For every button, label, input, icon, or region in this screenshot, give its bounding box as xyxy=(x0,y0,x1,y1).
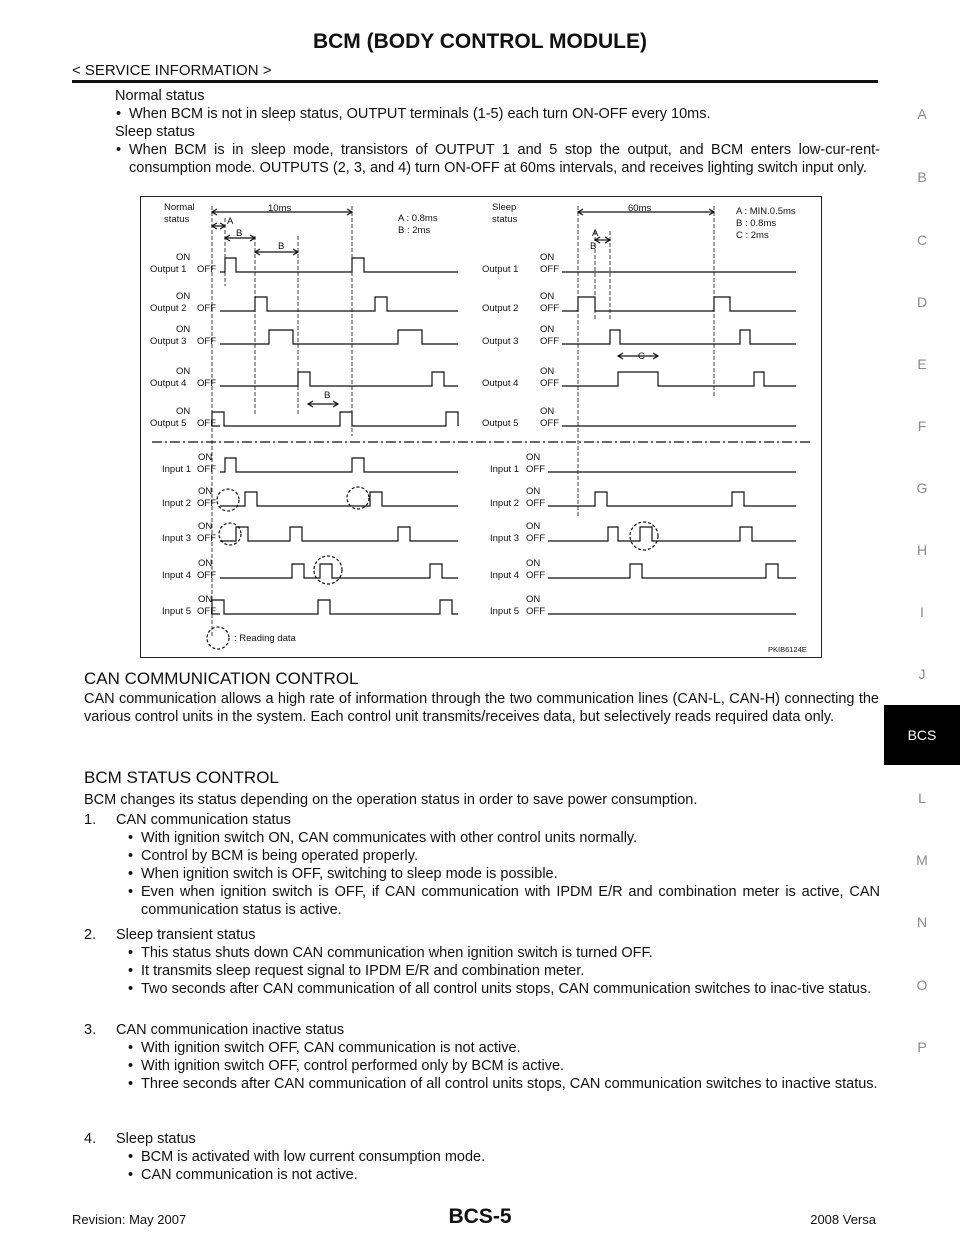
item-bullet: • BCM is activated with low current consumption mode. xyxy=(127,1148,880,1166)
output-off-label: OFF xyxy=(197,303,216,314)
item-title: Sleep status xyxy=(116,1131,196,1147)
normal-status-title: status xyxy=(164,214,190,225)
normal-status-bullet: • When BCM is not in sleep status, OUTPUT terminals (1-5) each turn ON-OFF every 10ms. xyxy=(115,105,880,123)
input-on-label: ON xyxy=(198,521,213,532)
input-label: Input 5 xyxy=(162,606,192,617)
output-label: Output 1 xyxy=(482,264,519,275)
input-label: Input 1 xyxy=(162,464,192,475)
input-off-label: OFF xyxy=(197,464,216,475)
tab-o[interactable]: O xyxy=(916,977,928,993)
output-on-label: ON xyxy=(176,366,191,377)
item-bullet: • When ignition switch is OFF, switching to sleep mode is possible. xyxy=(127,865,880,883)
input-label: Input 4 xyxy=(162,570,192,581)
input-off-label: OFF xyxy=(197,570,216,581)
item-bullet: • Three seconds after CAN communication of all control units stops, CAN communication switches to inactive status. xyxy=(127,1075,880,1093)
marker-b: B xyxy=(324,390,331,401)
item-bullet: • Two seconds after CAN communication of all control units stops, CAN communication switches to inac-tive status. xyxy=(127,980,880,998)
output-on-label: ON xyxy=(176,291,191,302)
input-label: Input 4 xyxy=(490,570,520,581)
reading-data-legend: : Reading data xyxy=(234,633,296,644)
output-on-label: ON xyxy=(540,324,555,335)
input-label: Input 5 xyxy=(490,606,520,617)
item-number: 4. xyxy=(84,1131,97,1147)
tab-j[interactable]: J xyxy=(918,666,926,682)
input-on-label: ON xyxy=(198,452,213,463)
marker-b: B xyxy=(278,241,285,252)
input-on-label: ON xyxy=(198,486,213,497)
normal-legend-b: B : 2ms xyxy=(398,225,431,236)
sleep-legend-a: A : MIN.0.5ms xyxy=(736,206,796,217)
input-off-label: OFF xyxy=(197,498,216,509)
output-label: Output 2 xyxy=(482,303,519,314)
output-label: Output 5 xyxy=(482,418,519,429)
header-divider xyxy=(72,80,878,83)
normal-period-label: 10ms xyxy=(268,203,292,214)
sleep-status-title: Sleep xyxy=(492,202,517,213)
output-on-label: ON xyxy=(540,406,555,417)
input-off-label: OFF xyxy=(526,570,545,581)
output-label: Output 2 xyxy=(150,303,187,314)
tab-p[interactable]: P xyxy=(917,1039,927,1055)
tab-c[interactable]: C xyxy=(916,232,928,248)
sleep-period-label: 60ms xyxy=(628,203,652,214)
tab-bcs-active[interactable]: BCS xyxy=(884,705,960,765)
output-on-label: ON xyxy=(540,252,555,263)
input-on-label: ON xyxy=(526,594,541,605)
marker-a: A xyxy=(227,216,234,227)
section-breadcrumb: < SERVICE INFORMATION > xyxy=(72,62,272,79)
output-off-label: OFF xyxy=(540,418,559,429)
page-title: BCM (BODY CONTROL MODULE) xyxy=(312,30,648,53)
output-off-label: OFF xyxy=(540,336,559,347)
tab-f[interactable]: F xyxy=(917,418,927,434)
marker-b: B xyxy=(236,228,243,239)
output-on-label: ON xyxy=(176,252,191,263)
output-label: Output 5 xyxy=(150,418,187,429)
input-label: Input 2 xyxy=(490,498,520,509)
can-control-body: CAN communication allows a high rate of information through the two communication lines (CAN-L, CAN-H) connecting the various control units in the system. Each control unit transmits/receives data, but selectively reads required data only. xyxy=(84,691,879,725)
timing-diagram xyxy=(140,196,822,658)
input-label: Input 3 xyxy=(490,533,520,544)
marker-a: A xyxy=(592,228,599,239)
item-bullet: • CAN communication is not active. xyxy=(127,1166,880,1184)
output-off-label: OFF xyxy=(540,303,559,314)
status-control-heading: BCM STATUS CONTROL xyxy=(84,768,279,787)
revision-date: Revision: May 2007 xyxy=(72,1212,187,1227)
vehicle-model: 2008 Versa xyxy=(810,1212,876,1227)
input-label: Input 3 xyxy=(162,533,192,544)
output-off-label: OFF xyxy=(197,336,216,347)
item-title: CAN communication inactive status xyxy=(116,1022,345,1038)
output-off-label: OFF xyxy=(540,378,559,389)
input-off-label: OFF xyxy=(526,533,545,544)
input-on-label: ON xyxy=(526,452,541,463)
sleep-status-bullet: • When BCM is in sleep mode, transistors of OUTPUT 1 and 5 stop the output, and BCM enters low-cur-rent-consumption mode. OUTPUTS (2, 3, and 4) turn ON-OFF at 60ms intervals, and receives lighting switch input only. xyxy=(115,141,880,177)
item-bullet: • With ignition switch ON, CAN communicates with other control units normally. xyxy=(127,829,880,847)
tab-l[interactable]: L xyxy=(918,790,926,806)
sleep-legend-c: C : 2ms xyxy=(736,230,769,241)
normal-legend-a: A : 0.8ms xyxy=(398,213,438,224)
input-label: Input 1 xyxy=(490,464,520,475)
output-label: Output 1 xyxy=(150,264,187,275)
input-on-label: ON xyxy=(198,558,213,569)
item-bullet: • With ignition switch OFF, CAN communication is not active. xyxy=(127,1039,880,1057)
figure-code: PKIB6124E xyxy=(768,645,807,654)
output-label: Output 4 xyxy=(482,378,519,389)
input-on-label: ON xyxy=(526,558,541,569)
output-on-label: ON xyxy=(176,324,191,335)
output-on-label: ON xyxy=(540,366,555,377)
item-title: CAN communication status xyxy=(116,812,291,828)
item-bullet: • Control by BCM is being operated properly. xyxy=(127,847,880,865)
output-label: Output 4 xyxy=(150,378,187,389)
input-on-label: ON xyxy=(526,521,541,532)
tab-i[interactable]: I xyxy=(920,604,924,620)
item-number: 3. xyxy=(84,1022,97,1038)
item-number: 2. xyxy=(84,927,97,943)
output-label: Output 3 xyxy=(150,336,187,347)
output-off-label: OFF xyxy=(197,418,216,429)
tab-h[interactable]: H xyxy=(916,542,928,558)
marker-c: C xyxy=(638,351,645,362)
item-title: Sleep transient status xyxy=(116,927,256,943)
input-off-label: OFF xyxy=(526,498,545,509)
input-label: Input 2 xyxy=(162,498,192,509)
output-on-label: ON xyxy=(176,406,191,417)
tab-e[interactable]: E xyxy=(917,356,927,372)
output-off-label: OFF xyxy=(197,264,216,275)
tab-m[interactable]: M xyxy=(916,852,928,868)
output-off-label: OFF xyxy=(540,264,559,275)
status-control-intro: BCM changes its status depending on the operation status in order to save power consumption. xyxy=(84,792,698,808)
tab-a[interactable]: A xyxy=(917,106,927,122)
status-intro-block xyxy=(115,87,880,177)
input-off-label: OFF xyxy=(197,606,216,617)
output-off-label: OFF xyxy=(197,378,216,389)
item-bullet: • This status shuts down CAN communication when ignition switch is turned OFF. xyxy=(127,944,880,962)
normal-status-title: Normal status xyxy=(115,88,205,104)
input-off-label: OFF xyxy=(526,606,545,617)
input-off-label: OFF xyxy=(197,533,216,544)
can-control-heading: CAN COMMUNICATION CONTROL xyxy=(84,669,359,688)
sleep-legend-b: B : 0.8ms xyxy=(736,218,777,229)
marker-b: B xyxy=(590,241,597,252)
output-on-label: ON xyxy=(540,291,555,302)
tab-b[interactable]: B xyxy=(917,169,927,185)
input-on-label: ON xyxy=(198,594,213,605)
item-bullet: • It transmits sleep request signal to IPDM E/R and combination meter. xyxy=(127,962,880,980)
tab-d[interactable]: D xyxy=(916,294,928,310)
tab-g[interactable]: G xyxy=(916,480,928,496)
input-off-label: OFF xyxy=(526,464,545,475)
item-number: 1. xyxy=(84,812,97,828)
page-number: BCS-5 xyxy=(448,1205,512,1228)
sleep-status-title: Sleep status xyxy=(115,124,195,140)
sleep-status-title: status xyxy=(492,214,518,225)
item-bullet: • With ignition switch OFF, control performed only by BCM is active. xyxy=(127,1057,880,1075)
normal-status-title: Normal xyxy=(164,202,195,213)
output-label: Output 3 xyxy=(482,336,519,347)
input-on-label: ON xyxy=(526,486,541,497)
tab-n[interactable]: N xyxy=(916,914,928,930)
item-bullet: • Even when ignition switch is OFF, if CAN communication with IPDM E/R and combination meter is active, CAN communication status is active. xyxy=(127,883,880,919)
